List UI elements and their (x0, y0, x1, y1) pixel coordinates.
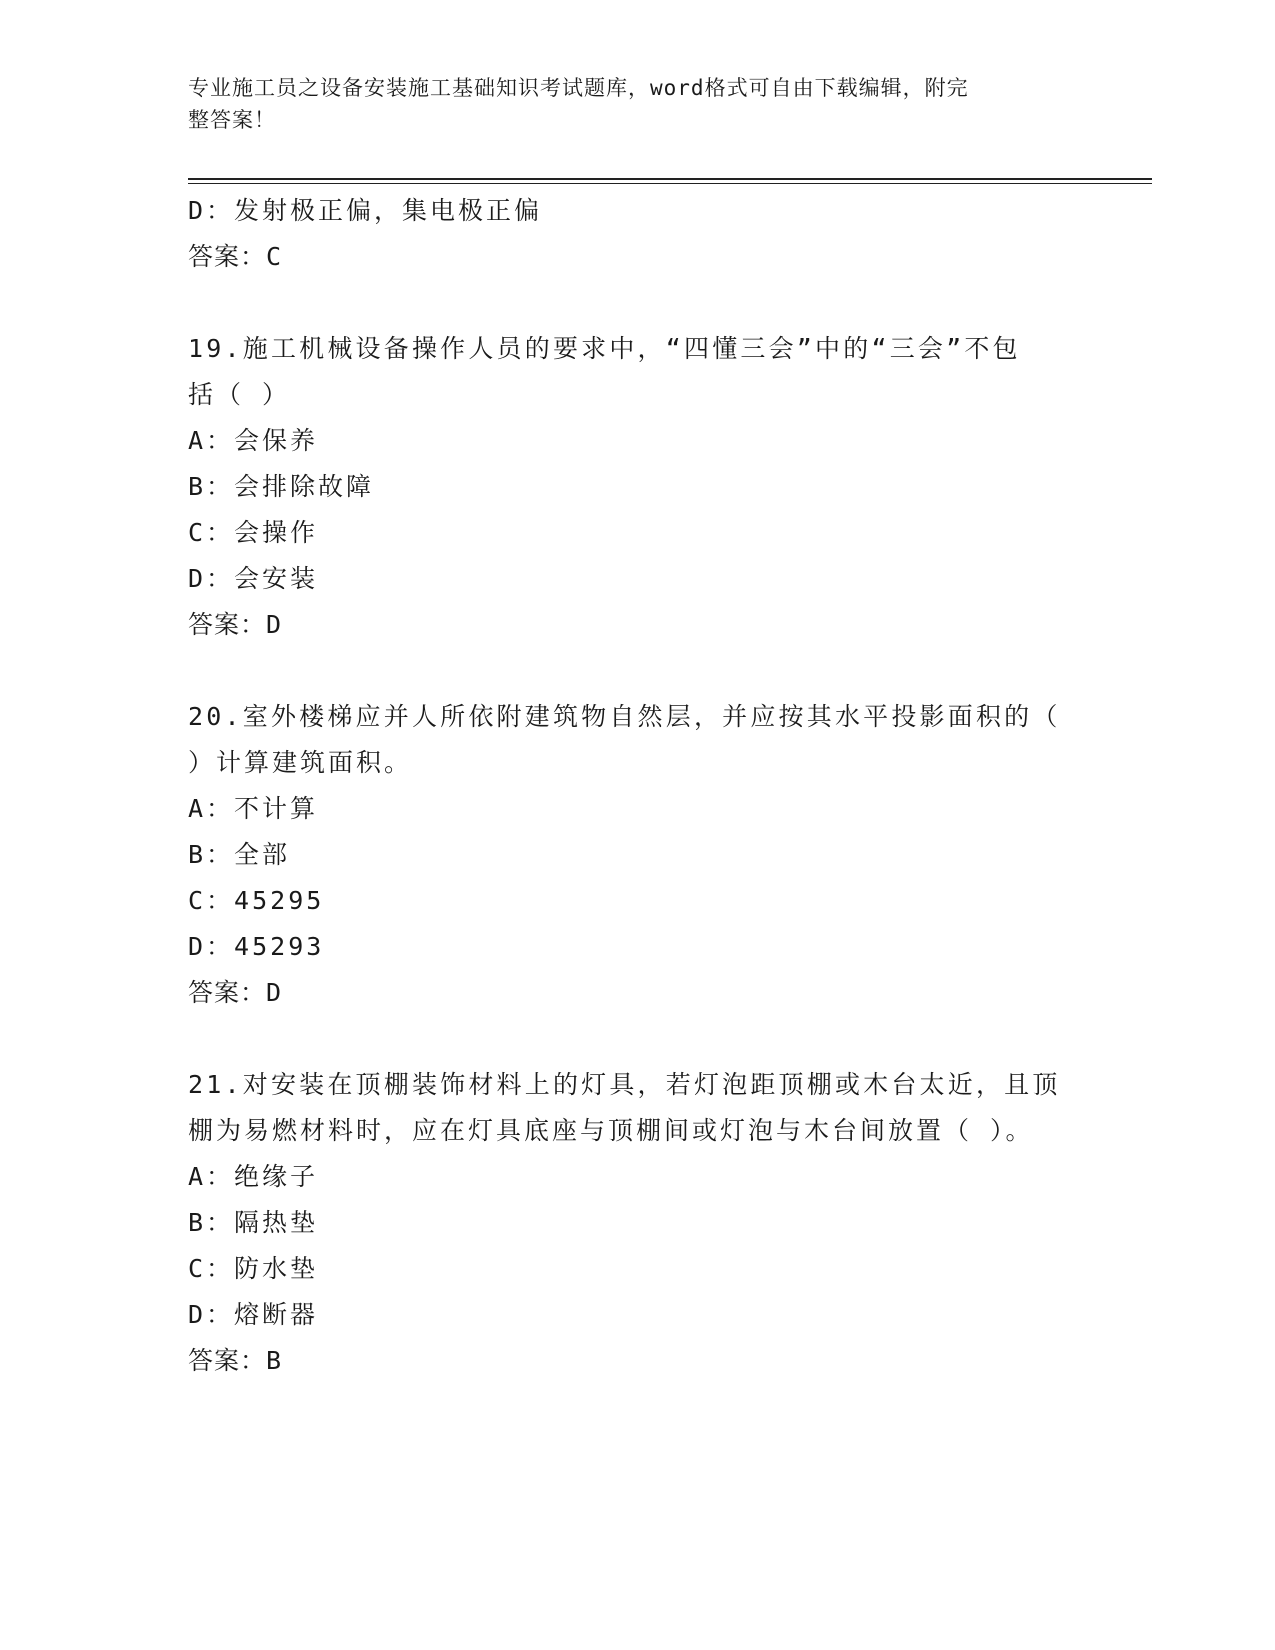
option-d: D：发射极正偏，集电极正偏 (188, 196, 543, 225)
question-stem-cont: 棚为易燃材料时，应在灯具底座与顶棚间或灯泡与木台间放置（ ）。 (188, 1116, 1034, 1145)
question-20 (188, 694, 1088, 1016)
header-line-2: 整答案！ (188, 108, 276, 132)
option-d: D：45293 (188, 932, 325, 961)
document-header (188, 72, 1068, 136)
option-c: C：45295 (188, 886, 325, 915)
question-list (188, 188, 1088, 1384)
question-19 (188, 326, 1088, 648)
option-b: B：会排除故障 (188, 472, 375, 501)
answer-line: 答案：D (188, 978, 283, 1007)
header-line-1: 专业施工员之设备安装施工基础知识考试题库，word格式可自由下载编辑，附完 (188, 76, 969, 100)
option-c: C：会操作 (188, 518, 319, 547)
option-d: D：会安装 (188, 564, 319, 593)
option-b: B：全部 (188, 840, 291, 869)
question-stem-cont: 括（ ） (188, 380, 291, 409)
option-a: A：绝缘子 (188, 1162, 319, 1191)
question-stem: 20.室外楼梯应并人所依附建筑物自然层，并应按其水平投影面积的（ (188, 702, 1061, 731)
header-divider-thin (188, 183, 1152, 184)
answer-line: 答案：C (188, 242, 283, 271)
question-stem: 21.对安装在顶棚装饰材料上的灯具，若灯泡距顶棚或木台太近，且顶 (188, 1070, 1061, 1099)
option-a: A：会保养 (188, 426, 319, 455)
option-c: C：防水垫 (188, 1254, 319, 1283)
option-d: D：熔断器 (188, 1300, 319, 1329)
answer-line: 答案：B (188, 1346, 283, 1375)
header-divider-thick (188, 178, 1152, 180)
option-a: A：不计算 (188, 794, 319, 823)
question-stem-cont: ）计算建筑面积。 (188, 748, 413, 777)
question-stem: 19.施工机械设备操作人员的要求中，“四懂三会”中的“三会”不包 (188, 334, 1021, 363)
option-b: B：隔热垫 (188, 1208, 319, 1237)
question-21 (188, 1062, 1088, 1384)
previous-question-tail (188, 188, 1088, 280)
answer-line: 答案：D (188, 610, 283, 639)
